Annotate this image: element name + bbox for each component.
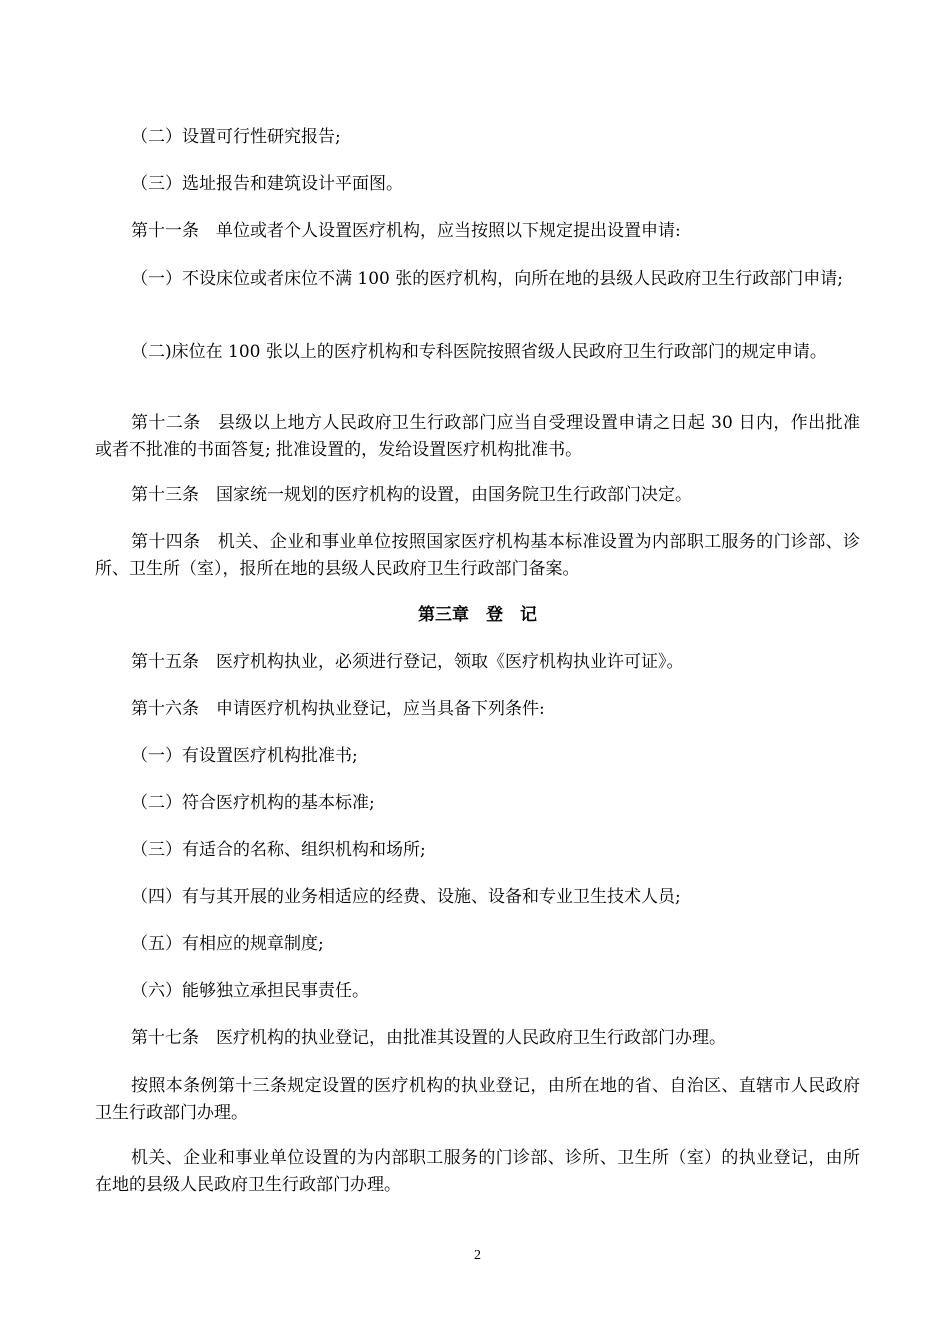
article-16: 第十六条 申请医疗机构执业登记，应当具备下列条件: [131, 699, 545, 719]
chapter-title: 第三章 登 记 [418, 605, 537, 625]
page-number: 2 [474, 1248, 481, 1263]
paragraph-item-3: （三）选址报告和建筑设计平面图。 [131, 174, 403, 194]
article-14: 第十四条 机关、企业和事业单位按照国家医疗机构基本标准设置为内部职工服务的门诊部、诊所、卫生所（室），报所在地的县级人民政府卫生行政部门备案。 [95, 532, 860, 579]
article-17-para-3: 机关、企业和事业单位设置的为内部职工服务的门诊部、诊所、卫生所（室）的执业登记，由所在地的县级人民政府卫生行政部门办理。 [95, 1148, 860, 1195]
article-16-item-3: （三）有适合的名称、组织机构和场所; [131, 840, 426, 860]
article-11-item-1: （一）不设床位或者床位不满 100 张的医疗机构，向所在地的县级人民政府卫生行政部门申请; [131, 269, 843, 289]
article-16-item-6: （六）能够独立承担民事责任。 [131, 981, 369, 1001]
article-11-item-2: （二)床位在 100 张以上的医疗机构和专科医院按照省级人民政府卫生行政部门的规定申请。 [131, 342, 827, 362]
article-17-para-2: 按照本条例第十三条规定设置的医疗机构的执业登记，由所在地的省、自治区、直辖市人民政府卫生行政部门办理。 [95, 1076, 860, 1123]
article-16-item-2: （二）符合医疗机构的基本标准; [131, 793, 375, 813]
paragraph-item-2: （二）设置可行性研究报告; [131, 127, 341, 147]
article-12: 第十二条 县级以上地方人民政府卫生行政部门应当自受理设置申请之日起 30 日内，作出批准或者不批准的书面答复; 批准设置的，发给设置医疗机构批准书。 [95, 413, 860, 460]
article-13: 第十三条 国家统一规划的医疗机构的设置，由国务院卫生行政部门决定。 [131, 485, 692, 505]
article-16-item-1: （一）有设置医疗机构批准书; [131, 746, 358, 766]
article-11: 第十一条 单位或者个人设置医疗机构，应当按照以下规定提出设置申请: [131, 221, 681, 241]
article-15: 第十五条 医疗机构执业，必须进行登记，领取《医疗机构执业许可证》。 [131, 652, 684, 672]
article-16-item-5: （五）有相应的规章制度; [131, 934, 324, 954]
article-17: 第十七条 医疗机构的执业登记，由批准其设置的人民政府卫生行政部门办理。 [131, 1028, 726, 1048]
article-16-item-4: （四）有与其开展的业务相适应的经费、设施、设备和专业卫生技术人员; [131, 887, 681, 907]
